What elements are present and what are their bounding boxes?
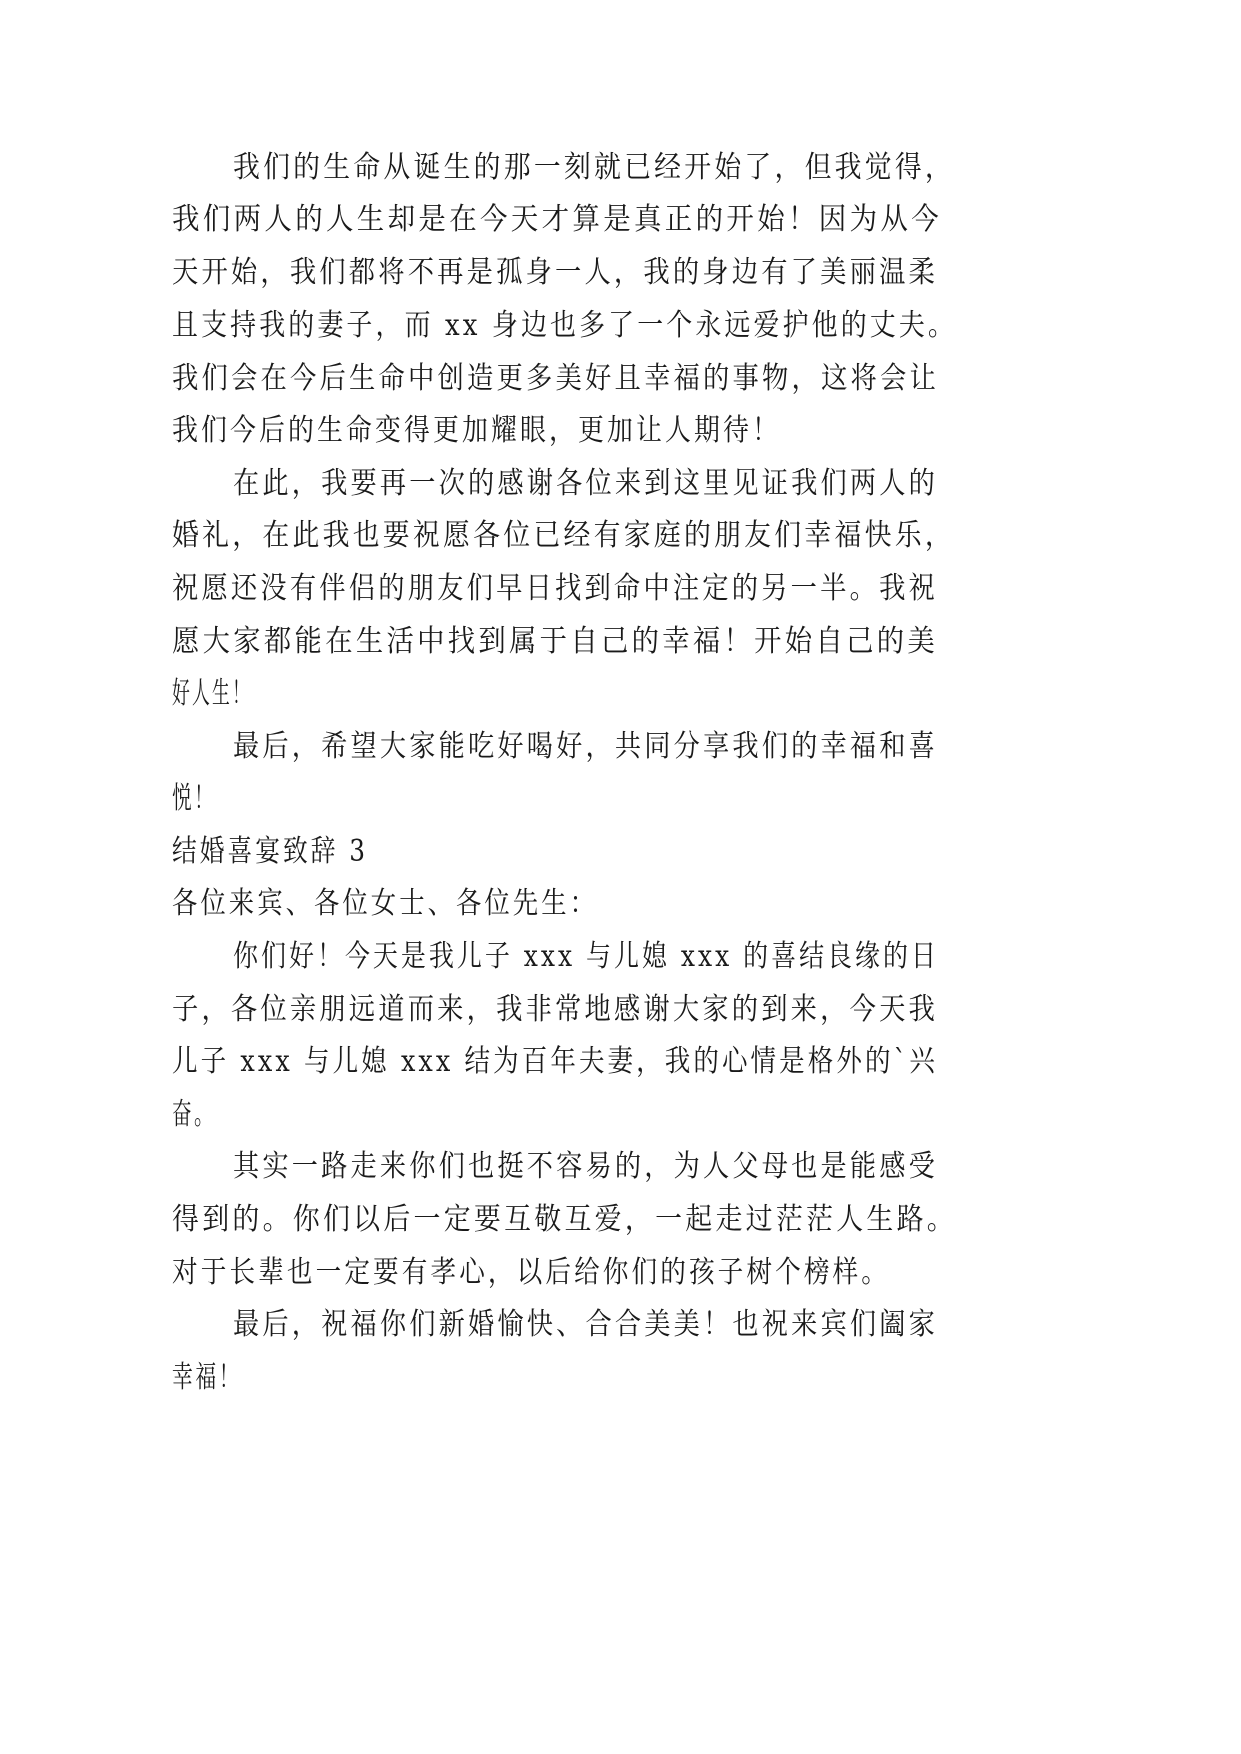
text-line: 奋。 (172, 1097, 216, 1132)
text-line: 得到的。你们以后一定要互敬互爱，一起走过茫茫人生路。 (172, 1202, 957, 1237)
text-line: 我们会在今后生命中创造更多美好且幸福的事物，这将会让 (172, 361, 939, 396)
text-line: 我们今后的生命变得更加耀眼，更加让人期待！ (172, 413, 781, 448)
section-heading: 结婚喜宴致辞 3 (172, 834, 368, 869)
text-line: 我们的生命从诞生的那一刻就已经开始了，但我觉得， (233, 150, 955, 185)
text-line: 对于长辈也一定要有孝心，以后给你们的孩子树个榜样。 (172, 1255, 890, 1290)
text-line: 且支持我的妻子，而 xx 身边也多了一个永远爱护他的丈夫。 (172, 308, 957, 343)
text-line: 在此，我要再一次的感谢各位来到这里见证我们两人的 (233, 466, 938, 501)
text-line: 悦！ (172, 781, 216, 816)
text-line: 我们两人的人生却是在今天才算是真正的开始！因为从今 (172, 202, 942, 237)
text-line: 愿大家都能在生活中找到属于自己的幸福！开始自己的美 (172, 624, 938, 659)
text-line: 儿子 xxx 与儿媳 xxx 结为百年夫妻，我的心情是格外的`兴 (172, 1044, 938, 1079)
text-line: 你们好！今天是我儿子 xxx 与儿媳 xxx 的喜结良缘的日 (233, 939, 939, 974)
text-line: 婚礼，在此我也要祝愿各位已经有家庭的朋友们幸福快乐， (172, 518, 955, 553)
text-line: 幸福！ (172, 1360, 242, 1395)
text-line: 好人生！ (172, 676, 252, 711)
text-line: 各位来宾、各位女士、各位先生： (172, 886, 598, 921)
text-line: 最后，希望大家能吃好喝好，共同分享我们的幸福和喜 (233, 729, 938, 764)
text-line: 祝愿还没有伴侣的朋友们早日找到命中注定的另一半。我祝 (172, 571, 938, 606)
text-line: 天开始，我们都将不再是孤身一人，我的身边有了美丽温柔 (172, 255, 938, 290)
text-line: 最后，祝福你们新婚愉快、合合美美！也祝来宾们阖家 (233, 1307, 938, 1342)
text-line: 子，各位亲朋远道而来，我非常地感谢大家的到来，今天我 (172, 992, 938, 1027)
text-line: 其实一路走来你们也挺不容易的，为人父母也是能感受 (233, 1149, 938, 1184)
